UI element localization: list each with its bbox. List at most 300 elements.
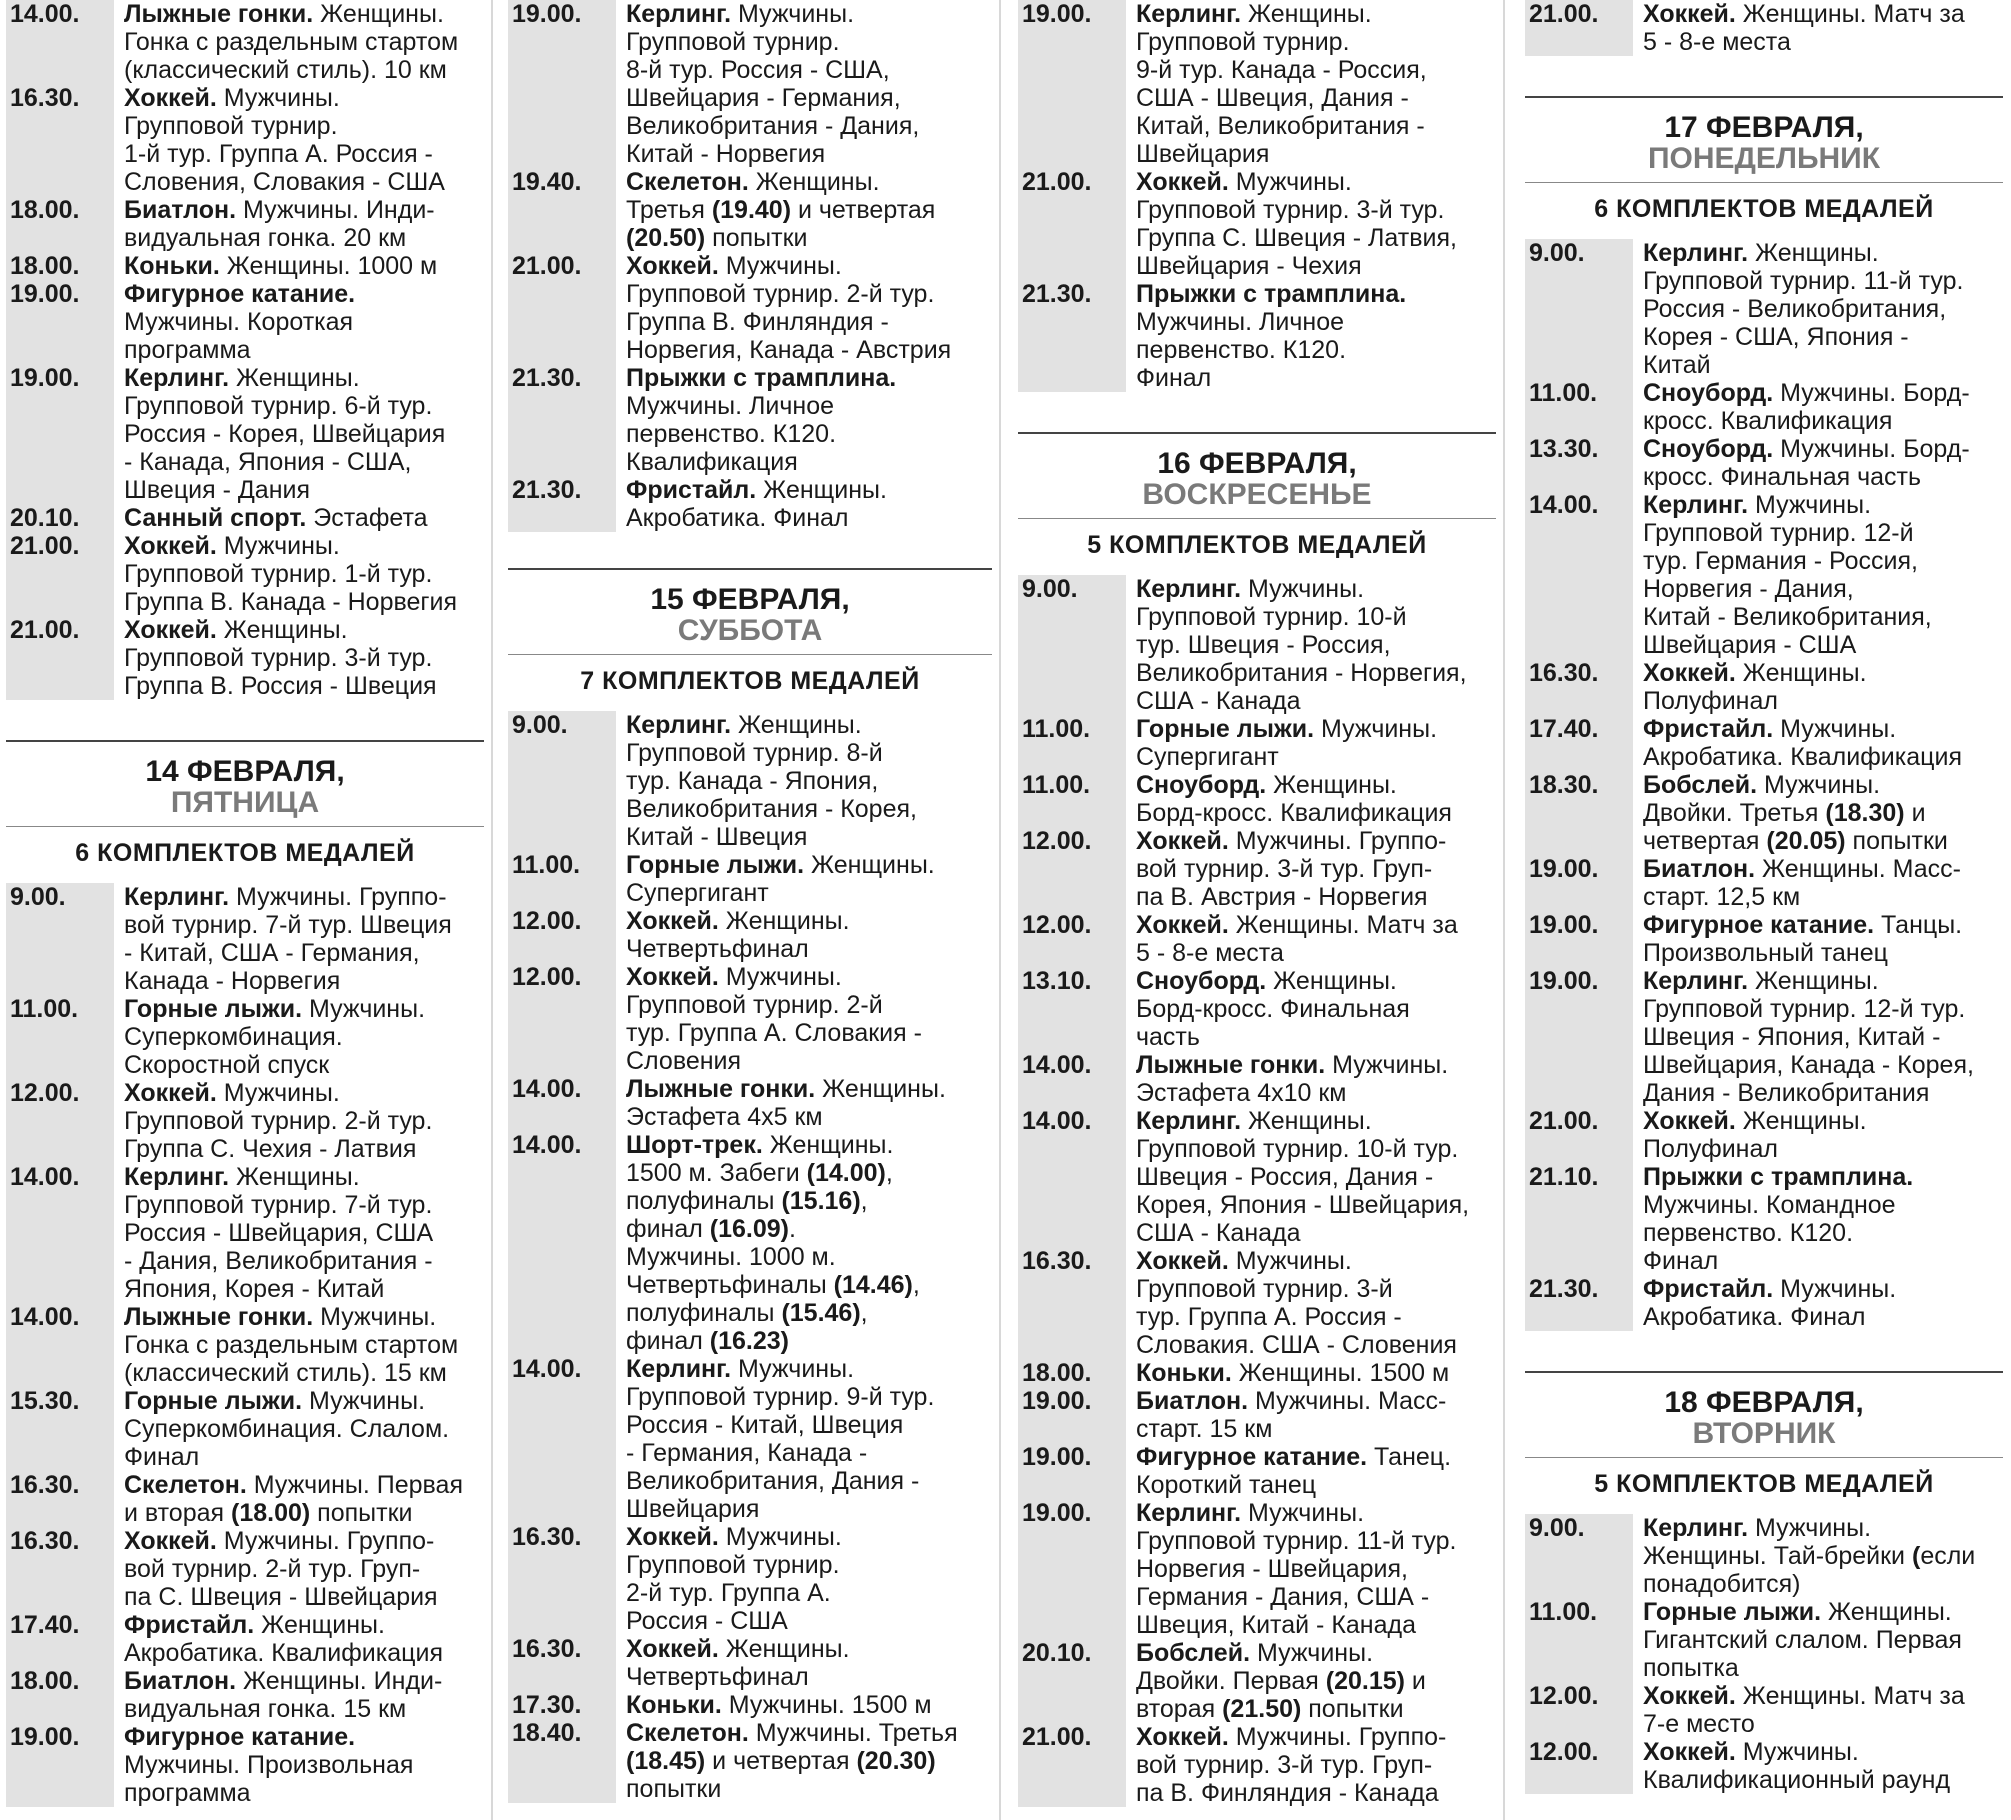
event-line (626, 1691, 992, 1719)
event-text: Мужчины. (1250, 1639, 1374, 1667)
event-title-bold: Коньки. (1136, 1359, 1232, 1387)
schedule-row (508, 1691, 992, 1719)
column-divider (1503, 0, 1505, 1820)
event-line (1136, 1695, 1496, 1723)
event-line (1643, 239, 2003, 267)
event-time: 21.00. (1018, 168, 1126, 280)
event-line (626, 991, 992, 1019)
day-weekday: ПЯТНИЦА (170, 786, 320, 819)
day-weekday: СУББОТА (677, 614, 823, 647)
event-description (1633, 1275, 2003, 1331)
event-line (626, 308, 992, 336)
event-description (114, 196, 484, 252)
event-line (124, 1303, 484, 1331)
event-text: Мужчины. (1241, 575, 1365, 603)
event-line (124, 308, 484, 336)
event-line (124, 1023, 484, 1051)
day-divider (1525, 96, 2003, 98)
event-text: Китай - Норвегия (626, 140, 826, 168)
event-text: Китай (1643, 351, 1711, 379)
medal-count: 5 КОМПЛЕКТОВ МЕДАЛЕЙ (1087, 531, 1427, 559)
event-line (1643, 1275, 2003, 1303)
event-time: 20.10. (1018, 1639, 1126, 1723)
event-time: 18.00. (6, 1667, 114, 1723)
event-line (1643, 407, 2003, 435)
event-line (626, 168, 992, 196)
event-text: Женщины. (748, 168, 880, 196)
event-time: 14.00. (1018, 1107, 1126, 1247)
medals-divider (1525, 182, 2003, 183)
schedule-row (508, 1635, 992, 1691)
event-title-bold: Сноуборд. (1643, 379, 1774, 407)
event-title-bold: Хоккей. (1136, 827, 1229, 855)
event-description (114, 1163, 484, 1303)
event-description (616, 1691, 992, 1719)
event-title-bold: Биатлон. (124, 1667, 237, 1695)
event-text: первенство. К120. (1136, 336, 1347, 364)
event-description (114, 1527, 484, 1611)
event-time: 12.00. (508, 963, 616, 1075)
event-list (1018, 575, 1496, 1807)
schedule-row (1018, 1051, 1496, 1107)
day-header (1525, 1371, 2003, 1498)
event-line (124, 939, 484, 967)
medals-divider (6, 826, 484, 827)
event-text: Словакия. США - Словения (1136, 1331, 1457, 1359)
event-time: 16.30. (508, 1635, 616, 1691)
event-text: Женщины. 1500 м (1231, 1359, 1450, 1387)
event-text: Акробатика. Квалификация (1643, 743, 1962, 771)
medals-divider (1018, 518, 1496, 519)
event-text: США - Швеция, Дания - (1136, 84, 1409, 112)
day-date: 17 ФЕВРАЛЯ, (1664, 111, 1864, 144)
event-text: Квалификация (626, 448, 798, 476)
event-description (616, 1075, 992, 1131)
event-text: , (860, 1187, 868, 1215)
event-title-bold: Биатлон. (124, 196, 237, 224)
schedule-column-1 (6, 0, 484, 1820)
event-text: Полуфинал (1643, 1135, 1778, 1163)
schedule-row (1018, 827, 1496, 911)
event-text: Женщины. (815, 1075, 946, 1103)
event-line (626, 1327, 992, 1355)
schedule-row (1525, 1682, 2003, 1738)
event-text: Женщины. (1748, 239, 1879, 267)
event-line (1643, 911, 2003, 939)
event-text: Великобритания - Дания, (626, 112, 920, 140)
schedule-row (1018, 575, 1496, 715)
event-line (124, 1135, 484, 1163)
event-text: Группа С. Швеция - Латвия, (1136, 224, 1457, 252)
event-text: и вторая (124, 1499, 232, 1527)
event-text: Четвертьфиналы (626, 1271, 834, 1299)
event-line (1136, 1079, 1496, 1107)
event-title-bold: Хоккей. (1136, 168, 1229, 196)
event-title-bold: Фристайл. (626, 476, 757, 504)
event-time: 17.40. (6, 1611, 114, 1667)
event-time: 21.00. (508, 252, 616, 364)
event-line (1136, 224, 1496, 252)
event-line (124, 336, 484, 364)
event-line (124, 560, 484, 588)
event-title-bold: Керлинг. (1136, 0, 1242, 28)
event-description (1126, 1723, 1496, 1807)
event-time: 21.10. (1525, 1163, 1633, 1275)
event-text: Женщины. (1241, 0, 1372, 28)
event-title-bold: Хоккей. (124, 616, 217, 644)
event-description (1126, 1639, 1496, 1723)
event-line (1136, 883, 1496, 911)
event-time: 13.30. (1525, 435, 1633, 491)
event-line (124, 476, 484, 504)
event-text: Акробатика. Финал (626, 504, 849, 532)
event-title-bold: Скелетон. (626, 168, 749, 196)
event-line (1136, 603, 1496, 631)
event-text: Групповой турнир. 11-й тур. (1643, 267, 1964, 295)
event-text: Россия - Швейцария, США (124, 1219, 434, 1247)
event-line (1643, 603, 2003, 631)
event-description (616, 0, 992, 168)
event-line (626, 1355, 992, 1383)
event-line (626, 1215, 992, 1243)
event-text: Мужчины. 1000 м. (626, 1243, 836, 1271)
event-text: вой турнир. 7-й тур. Швеция (124, 911, 452, 939)
day-date: 18 ФЕВРАЛЯ, (1664, 1386, 1864, 1419)
schedule-row (6, 0, 484, 84)
schedule-row (508, 168, 992, 252)
event-line (1136, 1107, 1496, 1135)
event-text: Женщины. Инди- (236, 1667, 443, 1695)
event-text: Групповой турнир. 12-й тур. (1643, 995, 1966, 1023)
event-line (124, 1415, 484, 1443)
event-text: Мужчины. Личное (626, 392, 834, 420)
event-text: Великобритания - Норвегия, (1136, 659, 1467, 687)
event-description (1633, 1163, 2003, 1275)
event-line (1136, 995, 1496, 1023)
event-description (1126, 967, 1496, 1051)
event-line (626, 1271, 992, 1299)
event-text: Танцы. (1874, 911, 1963, 939)
event-text: Мужчины. (1773, 1275, 1897, 1303)
event-text: Групповой турнир. (1136, 28, 1350, 56)
event-text: Мужчины. (718, 1523, 842, 1551)
event-line (626, 1523, 992, 1551)
event-text: Полуфинал (1643, 687, 1778, 715)
event-title-bold: Хоккей. (626, 1523, 719, 1551)
event-time: 19.00. (6, 364, 114, 504)
event-line (124, 967, 484, 995)
schedule-row (1525, 715, 2003, 771)
event-description (1126, 280, 1496, 392)
event-text: Акробатика. Квалификация (124, 1639, 443, 1667)
event-line (626, 879, 992, 907)
event-line (124, 1779, 484, 1807)
event-line (124, 1191, 484, 1219)
event-text: Швейцария, Канада - Корея, (1643, 1051, 1974, 1079)
event-text: и (1904, 799, 1926, 827)
event-line (626, 1075, 992, 1103)
event-text: видуальная гонка. 15 км (124, 1695, 407, 1723)
event-line (626, 1467, 992, 1495)
event-line (124, 1499, 484, 1527)
event-title-bold: Хоккей. (626, 252, 719, 280)
event-text: Женщины. (756, 476, 887, 504)
event-title-bold: (20.50) (626, 224, 706, 252)
event-text: Групповой турнир. 3-й тур. (124, 644, 433, 672)
schedule-row (6, 280, 484, 364)
event-description (1633, 715, 2003, 771)
event-line (626, 140, 992, 168)
event-description (616, 1523, 992, 1635)
event-description (1126, 1499, 1496, 1639)
schedule-row (1018, 967, 1496, 1051)
event-text: Женщины. (718, 907, 850, 935)
event-line (1643, 1135, 2003, 1163)
event-title-bold: Бобслей. (1643, 771, 1758, 799)
event-text: Мужчины. Борд- (1773, 435, 1970, 463)
event-text: Мужчины. Группо- (216, 1527, 435, 1555)
schedule-row (6, 1527, 484, 1611)
event-title-bold: (20.05) (1766, 827, 1846, 855)
event-text: Канада - Норвегия (124, 967, 341, 995)
event-description (616, 1719, 992, 1803)
event-text: Норвегия, Канада - Австрия (626, 336, 952, 364)
schedule-row (1525, 1514, 2003, 1598)
event-line (1643, 883, 2003, 911)
day-header (508, 568, 992, 695)
event-text: Мужчины. (1735, 1738, 1859, 1766)
event-line (1136, 336, 1496, 364)
event-title-bold: Фигурное катание. (1643, 911, 1875, 939)
event-text: программа (124, 1779, 251, 1807)
event-line (626, 84, 992, 112)
event-title-bold: Лыжные гонки. (124, 0, 314, 28)
event-title-bold: (18.45) (626, 1747, 706, 1775)
event-line (626, 448, 992, 476)
schedule-row (6, 1387, 484, 1471)
event-line (124, 224, 484, 252)
event-line (124, 588, 484, 616)
event-line (124, 883, 484, 911)
event-title-bold: Хоккей. (1643, 1682, 1736, 1710)
event-time: 11.00. (1525, 1598, 1633, 1682)
event-time: 19.40. (508, 168, 616, 252)
event-line (1643, 435, 2003, 463)
event-title-bold: Горные лыжи. (626, 851, 805, 879)
event-line (626, 1243, 992, 1271)
event-title-bold: (14.46) (833, 1271, 913, 1299)
event-text: Женщины. (1266, 967, 1397, 995)
event-text: полуфиналы (626, 1187, 782, 1215)
schedule-row (1525, 911, 2003, 967)
event-text: Мужчины. (1314, 715, 1438, 743)
event-line (124, 1359, 484, 1387)
event-line (124, 1695, 484, 1723)
event-line (626, 739, 992, 767)
event-time: 16.30. (1018, 1247, 1126, 1359)
event-title-bold: Керлинг. (626, 711, 732, 739)
event-title-bold: Сноуборд. (1136, 967, 1267, 995)
event-line (1643, 1107, 2003, 1135)
event-title-bold: Лыжные гонки. (626, 1075, 816, 1103)
event-time: 21.30. (1525, 1275, 1633, 1331)
event-text: тур. Канада - Япония, (626, 767, 879, 795)
event-description (616, 1355, 992, 1523)
event-text: (классический стиль). 10 км (124, 56, 447, 84)
event-description (114, 1667, 484, 1723)
event-line (1136, 196, 1496, 224)
event-line (1136, 1723, 1496, 1751)
event-line (1643, 1163, 2003, 1191)
event-line (1643, 519, 2003, 547)
event-line (626, 0, 992, 28)
event-line (626, 1663, 992, 1691)
event-text: Мужчины. 1500 м (721, 1691, 932, 1719)
event-description (1126, 1051, 1496, 1107)
event-description (114, 532, 484, 616)
event-text: попытки (1845, 827, 1948, 855)
event-text: первенство. К120. (1643, 1219, 1854, 1247)
event-text: 8-й тур. Россия - США, (626, 56, 890, 84)
day-weekday: ПОНЕДЕЛЬНИК (1647, 142, 1881, 175)
schedule-row (1018, 1499, 1496, 1639)
event-text: Корея - США, Япония - (1643, 323, 1909, 351)
event-text: 5 - 8-е места (1136, 939, 1284, 967)
event-line (626, 823, 992, 851)
event-line (626, 392, 992, 420)
event-text: и (1404, 1667, 1426, 1695)
event-text: Мужчины. Группо- (229, 883, 447, 911)
event-description (616, 907, 992, 963)
event-text: Групповой турнир. 1-й тур. (124, 560, 433, 588)
event-text: Мужчины. (1757, 771, 1881, 799)
event-line (124, 1219, 484, 1247)
event-text: Словения, Словакия - США (124, 168, 445, 196)
event-text: Китай - Великобритания, (1643, 603, 1932, 631)
event-line (124, 112, 484, 140)
event-text: . (789, 1215, 796, 1243)
event-line (1643, 799, 2003, 827)
event-line (124, 1387, 484, 1415)
event-description (1633, 0, 2003, 56)
event-title-bold: Скелетон. (626, 1719, 749, 1747)
event-text: Групповой турнир. 2-й тур. (124, 1107, 433, 1135)
event-text: Третья (626, 196, 712, 224)
event-line (1136, 1331, 1496, 1359)
event-time: 14.00. (508, 1075, 616, 1131)
schedule-row (508, 252, 992, 364)
event-time: 14.00. (508, 1131, 616, 1355)
schedule-row (1525, 855, 2003, 911)
event-time: 9.00. (6, 883, 114, 995)
event-text: Женщины. (216, 616, 348, 644)
event-line (1643, 1247, 2003, 1275)
event-text: Квалификационный раунд (1643, 1766, 1951, 1794)
event-title-bold: Керлинг. (1643, 967, 1749, 995)
event-line (1643, 463, 2003, 491)
event-text: Мужчины. (1228, 168, 1352, 196)
event-line (1643, 1626, 2003, 1654)
event-text: Мужчины. Инди- (236, 196, 435, 224)
event-text: Борд-кросс. Финальная (1136, 995, 1410, 1023)
event-line (1643, 687, 2003, 715)
event-line (1643, 267, 2003, 295)
event-line (1136, 1303, 1496, 1331)
event-text: Групповой турнир. 2-й тур. (626, 280, 935, 308)
event-text: Мужчины. Группо- (1228, 827, 1447, 855)
event-title-bold: Лыжные гонки. (124, 1303, 314, 1331)
event-text: вой турнир. 2-й тур. Груп- (124, 1555, 421, 1583)
event-line (1136, 1275, 1496, 1303)
event-line (124, 672, 484, 700)
event-text: Мужчины. Командное (1643, 1191, 1896, 1219)
schedule-row (508, 907, 992, 963)
event-line (1136, 771, 1496, 799)
schedule-row (508, 1075, 992, 1131)
event-line (1136, 1527, 1496, 1555)
event-description (616, 1635, 992, 1691)
event-time: 19.00. (1525, 911, 1633, 967)
event-title-bold: Хоккей. (1643, 1738, 1736, 1766)
schedule-row (6, 1723, 484, 1807)
event-title-bold: Скелетон. (124, 1471, 247, 1499)
event-description (616, 1131, 992, 1355)
event-line (124, 1443, 484, 1471)
event-line (1136, 855, 1496, 883)
event-description (114, 1723, 484, 1807)
event-text: Групповой турнир. 2-й (626, 991, 883, 1019)
event-description (1126, 1359, 1496, 1387)
event-line (1136, 1415, 1496, 1443)
event-time: 16.30. (6, 1527, 114, 1611)
event-time: 13.10. (1018, 967, 1126, 1051)
event-description (114, 280, 484, 364)
event-line (626, 1187, 992, 1215)
event-text: Женщины. (254, 1611, 385, 1639)
schedule-row (1525, 1738, 2003, 1794)
event-text: Корея, Япония - Швейцария, (1136, 1191, 1470, 1219)
event-line (626, 963, 992, 991)
event-line (1136, 1779, 1496, 1807)
event-description (114, 504, 484, 532)
event-time: 11.00. (6, 995, 114, 1079)
event-text: Групповой турнир. 6-й тур. (124, 392, 433, 420)
event-text: Групповой турнир. 9-й тур. (626, 1383, 935, 1411)
event-time: 19.00. (1018, 1443, 1126, 1499)
medal-count: 5 КОМПЛЕКТОВ МЕДАЛЕЙ (1594, 1470, 1934, 1498)
event-text: старт. 12,5 км (1643, 883, 1801, 911)
schedule-row (6, 252, 484, 280)
event-description (114, 883, 484, 995)
event-line (1136, 112, 1496, 140)
day-divider (1018, 432, 1496, 434)
event-list (508, 711, 992, 1803)
event-line (626, 1103, 992, 1131)
event-line (626, 1299, 992, 1327)
event-text: па В. Австрия - Норвегия (1136, 883, 1428, 911)
event-line (124, 28, 484, 56)
event-line (1136, 1499, 1496, 1527)
event-text: Групповой турнир. 11-й тур. (1136, 1527, 1457, 1555)
event-title-bold: Лыжные гонки. (1136, 1051, 1326, 1079)
event-text: Женщины. (762, 1131, 894, 1159)
event-text: Женщины. (1748, 967, 1879, 995)
event-text: Мужчины. (1228, 1247, 1352, 1275)
event-time: 19.00. (6, 280, 114, 364)
event-text: Двойки. Третья (1643, 799, 1826, 827)
event-line (1136, 1443, 1496, 1471)
event-line (626, 795, 992, 823)
